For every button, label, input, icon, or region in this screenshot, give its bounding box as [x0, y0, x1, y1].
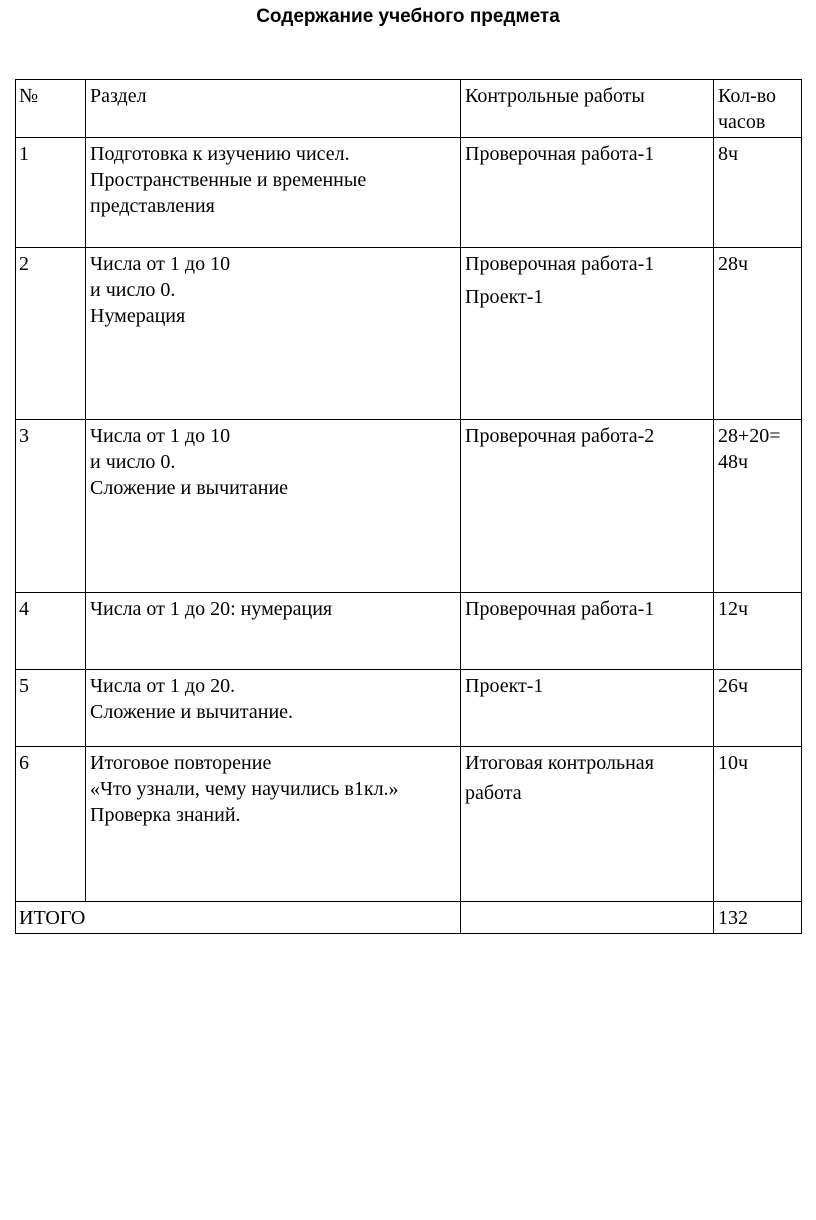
total-hours: 132 — [714, 902, 802, 934]
row-hours — [714, 138, 802, 248]
row-section — [86, 593, 461, 670]
row-section — [86, 747, 461, 902]
row-hours — [714, 248, 802, 420]
section-line: Сложение и вычитание. — [90, 701, 294, 723]
row-num: 4 — [16, 593, 86, 670]
hours-line: 10ч — [718, 752, 749, 774]
row-section — [86, 248, 461, 420]
total-label: ИТОГО — [16, 902, 461, 934]
row-section — [86, 670, 461, 747]
control-line: Проверочная работа-1 — [465, 253, 655, 275]
table-row — [16, 593, 802, 670]
row-hours — [714, 420, 802, 593]
control-line: Проект-1 — [465, 286, 544, 308]
section-line: Числа от 1 до 10 — [90, 425, 231, 447]
row-hours — [714, 747, 802, 902]
section-line: Нумерация — [90, 305, 186, 327]
header-hours — [714, 80, 802, 138]
section-line: Подготовка к изучению чисел. — [90, 143, 350, 165]
row-control — [461, 248, 714, 420]
header-control: Контрольные работы — [461, 80, 714, 138]
section-line: Итоговое повторение — [90, 752, 272, 774]
table-row — [16, 747, 802, 902]
hours-line: 8ч — [718, 143, 739, 165]
hours-line: 12ч — [718, 598, 749, 620]
control-line: работа — [465, 782, 522, 804]
hours-line: 48ч — [718, 451, 749, 473]
row-control — [461, 747, 714, 902]
control-line: Проект-1 — [465, 675, 544, 697]
control-line: Итоговая контрольная — [465, 752, 654, 774]
row-control — [461, 670, 714, 747]
curriculum-table — [15, 79, 802, 934]
row-num: 6 — [16, 747, 86, 902]
table-row — [16, 670, 802, 747]
table-row — [16, 248, 802, 420]
control-line: Проверочная работа-2 — [465, 425, 655, 447]
control-line: Проверочная работа-1 — [465, 143, 655, 165]
row-hours — [714, 670, 802, 747]
section-line: «Что узнали, чему научились в1кл.» — [90, 778, 399, 800]
header-hours-line2: часов — [718, 111, 766, 133]
page-title: Содержание учебного предмета — [256, 6, 560, 27]
row-num: 5 — [16, 670, 86, 747]
hours-line: 26ч — [718, 675, 749, 697]
section-line: Числа от 1 до 10 — [90, 253, 231, 275]
section-line: Пространственные и временные — [90, 169, 367, 191]
table-total-row — [16, 902, 802, 934]
total-control — [461, 902, 714, 934]
row-num: 1 — [16, 138, 86, 248]
section-line: Проверка знаний. — [90, 804, 241, 826]
control-line: Проверочная работа-1 — [465, 598, 655, 620]
row-num: 3 — [16, 420, 86, 593]
section-line: и число 0. — [90, 451, 176, 473]
header-section: Раздел — [86, 80, 461, 138]
section-line: Числа от 1 до 20. — [90, 675, 236, 697]
header-num: № — [16, 80, 86, 138]
hours-line: 28ч — [718, 253, 749, 275]
section-line: Сложение и вычитание — [90, 477, 289, 499]
row-control — [461, 420, 714, 593]
row-section — [86, 138, 461, 248]
row-control — [461, 138, 714, 248]
hours-line: 28+20= — [718, 425, 781, 447]
table-row — [16, 138, 802, 248]
row-section — [86, 420, 461, 593]
row-num: 2 — [16, 248, 86, 420]
section-line: и число 0. — [90, 279, 176, 301]
header-hours-line1: Кол-во — [718, 85, 777, 107]
section-line: представления — [90, 195, 215, 217]
table-header-row — [16, 80, 802, 138]
row-control — [461, 593, 714, 670]
table-row — [16, 420, 802, 593]
section-line: Числа от 1 до 20: нумерация — [90, 598, 333, 620]
row-hours — [714, 593, 802, 670]
